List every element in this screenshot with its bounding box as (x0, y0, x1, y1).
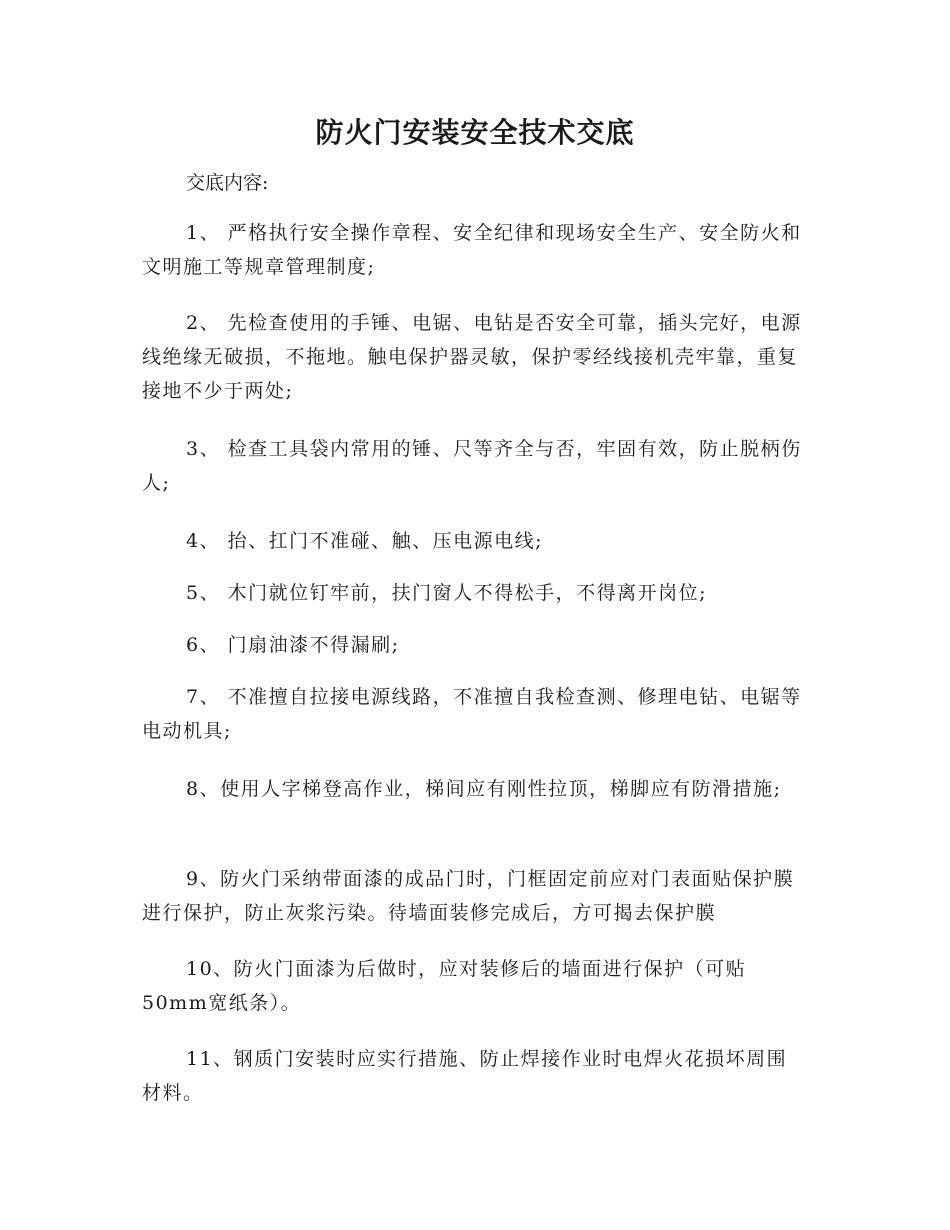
list-item: 4、 抬、扛门不准碰、触、压电源电线; (186, 530, 544, 552)
list-item: 7、 不准擅自拉接电源线路，不准擅自我检查测、修理电钻、电锯等电动机具; (142, 686, 802, 742)
list-item: 8、使用人字梯登高作业，梯间应有刚性拉顶，梯脚应有防滑措施; (186, 778, 782, 800)
list-item: 1、 严格执行安全操作章程、安全纪律和现场安全生产、安全防火和文明施工等规章管理制度; (142, 222, 802, 278)
list-item: 2、 先检查使用的手锤、电锯、电钻是否安全可靠，插头完好，电源线绝缘无破损，不拖地。触电保护器灵敏，保护零经线接机壳牢靠，重复接地不少于两处; (142, 312, 802, 402)
intro-label: 交底内容: (186, 172, 269, 194)
list-item: 6、 门扇油漆不得漏刷; (186, 634, 400, 656)
document-title: 防火门安装安全技术交底 (315, 116, 635, 149)
list-item: 9、防火门采纳带面漆的成品门时，门框固定前应对门表面贴保护膜进行保护，防止灰浆污染。待墙面装修完成后，方可揭去保护膜 (142, 868, 795, 924)
list-item: 5、 木门就位钉牢前，扶门窗人不得松手，不得离开岗位; (186, 582, 708, 604)
list-item: 11、钢质门安装时应实行措施、防止焊接作业时电焊火花损坏周围材料。 (142, 1048, 788, 1104)
list-item: 3、 检查工具袋内常用的锤、尺等齐全与否，牢固有效，防止脱柄伤人; (142, 438, 802, 494)
list-item: 10、防火门面漆为后做时，应对装修后的墙面进行保护（可贴50mm宽纸条）。 (142, 958, 747, 1014)
